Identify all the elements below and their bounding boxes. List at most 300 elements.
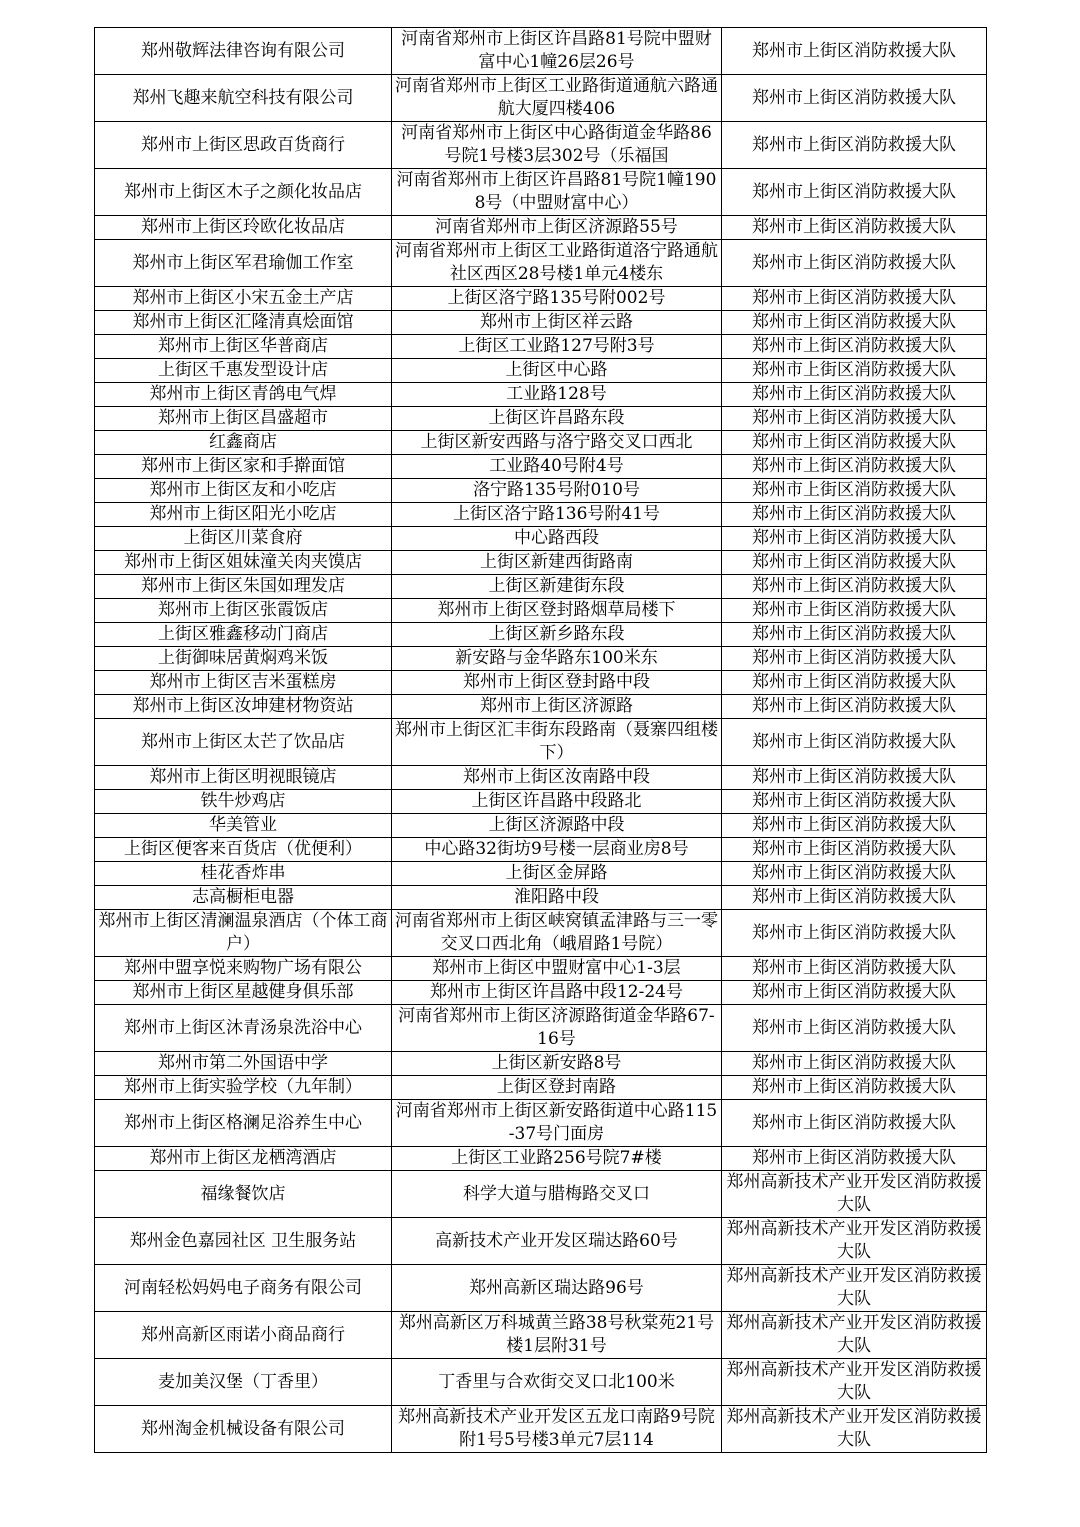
fire-brigade-cell-text: 郑州市上街区消防救援大队 (752, 504, 956, 524)
business-name-cell (95, 169, 392, 216)
fire-brigade-cell (722, 981, 987, 1005)
fire-brigade-cell-text: 郑州市上街区消防救援大队 (752, 480, 956, 500)
business-address-cell-text: 工业路128号 (506, 384, 607, 404)
business-name-cell-text: 郑州市上街区家和手擀面馆 (141, 456, 345, 476)
table-row (95, 575, 987, 599)
business-address-cell (392, 1052, 722, 1076)
business-name-cell (95, 407, 392, 431)
business-address-cell-text: 淮阳路中段 (514, 887, 599, 907)
business-address-cell-text: 河南省郑州市上街区工业路街道洛宁路通航社区西区28号楼1单元4楼东 (395, 241, 718, 284)
business-name-cell-text: 上街区便客来百货店（优便利） (124, 839, 362, 859)
business-address-cell-text: 河南省郑州市上街区工业路街道通航六路通航大厦四楼406 (395, 76, 718, 119)
business-name-cell-text: 郑州市上街区小宋五金土产店 (132, 288, 354, 308)
business-address-cell (392, 1406, 722, 1453)
business-address-cell-text: 上街区新建西街路南 (480, 552, 633, 572)
business-name-cell-text: 郑州市上街区明视眼镜店 (149, 767, 337, 787)
business-name-cell-text: 郑州市上街区玲欧化妆品店 (141, 217, 345, 237)
fire-brigade-cell-text: 郑州高新技术产业开发区消防救援大队 (726, 1266, 982, 1309)
business-name-cell-text: 郑州市上街区清澜温泉酒店（个体工商户） (98, 911, 388, 954)
fire-brigade-cell-text: 郑州市上街区消防救援大队 (752, 1112, 956, 1133)
table-row (95, 527, 987, 551)
business-address-cell-text: 河南省郑州市上街区济源路街道金华路67-16号 (398, 1006, 715, 1049)
business-address-cell (392, 575, 722, 599)
business-name-cell (95, 455, 392, 479)
fire-brigade-cell-text: 郑州市上街区消防救援大队 (752, 863, 956, 883)
table-row (95, 623, 987, 647)
business-name-cell (95, 240, 392, 287)
fire-brigade-cell (722, 1076, 987, 1100)
business-name-cell-text: 福缘餐饮店 (200, 1183, 286, 1204)
business-name-cell-text: 郑州市上街区姐妹潼关肉夹馍店 (124, 552, 362, 572)
business-address-cell (392, 1312, 722, 1359)
business-address-cell-text: 郑州市上街区汇丰街东段路南（聂寨四组楼下） (395, 720, 718, 763)
fire-brigade-cell (722, 623, 987, 647)
table-row (95, 551, 987, 575)
fire-brigade-cell-text: 郑州市上街区消防救援大队 (752, 217, 956, 237)
business-name-cell-text: 麦加美汉堡（丁香里） (158, 1371, 328, 1392)
fire-brigade-cell-text: 郑州高新技术产业开发区消防救援大队 (726, 1360, 982, 1403)
business-address-cell (392, 1171, 722, 1218)
business-name-cell (95, 383, 392, 407)
fire-brigade-cell (722, 886, 987, 910)
fire-brigade-cell (722, 1218, 987, 1265)
business-name-cell (95, 790, 392, 814)
business-address-cell-text: 高新技术产业开发区瑞达路60号 (435, 1230, 678, 1251)
table-row (95, 838, 987, 862)
business-address-cell (392, 981, 722, 1005)
business-address-cell (392, 407, 722, 431)
fire-brigade-cell (722, 1005, 987, 1052)
business-name-cell-text: 郑州市上街区青鸽电气焊 (149, 384, 337, 404)
fire-brigade-cell (722, 719, 987, 766)
business-address-cell (392, 957, 722, 981)
table-row (95, 957, 987, 981)
business-address-cell-text: 河南省郑州市上街区许昌路81号院1幢1908号（中盟财富中心） (396, 170, 717, 213)
fire-brigade-cell (722, 75, 987, 122)
fire-brigade-cell-text: 郑州市上街区消防救援大队 (752, 456, 956, 476)
business-name-cell-text: 郑州市上街区汇隆清真烩面馆 (132, 312, 354, 332)
table-row (95, 1265, 987, 1312)
business-address-cell (392, 216, 722, 240)
business-name-cell (95, 862, 392, 886)
business-name-cell-text: 郑州市上街区木子之颜化妆品店 (124, 181, 362, 202)
fire-brigade-cell-text: 郑州市上街区消防救援大队 (752, 648, 956, 668)
business-address-cell-text: 上街区许昌路东段 (488, 408, 625, 428)
fire-brigade-cell (722, 695, 987, 719)
business-name-cell-text: 桂花香炸串 (200, 863, 286, 883)
fire-brigade-cell (722, 383, 987, 407)
table-row (95, 1312, 987, 1359)
fire-brigade-cell-text: 郑州市上街区消防救援大队 (752, 958, 956, 978)
business-name-cell (95, 28, 392, 75)
business-name-cell (95, 431, 392, 455)
fire-brigade-cell-text: 郑州市上街区消防救援大队 (752, 672, 956, 692)
business-name-cell-text: 郑州市上街实验学校（九年制） (124, 1077, 362, 1097)
fire-brigade-cell-text: 郑州市上街区消防救援大队 (752, 887, 956, 907)
business-name-cell (95, 957, 392, 981)
business-name-cell (95, 623, 392, 647)
fire-brigade-cell-text: 郑州市上街区消防救援大队 (752, 982, 956, 1002)
business-name-cell-text: 郑州市上街区汝坤建材物资站 (132, 696, 354, 716)
business-address-cell (392, 671, 722, 695)
business-address-cell (392, 862, 722, 886)
business-name-cell (95, 1171, 392, 1218)
business-name-cell (95, 503, 392, 527)
table-row (95, 599, 987, 623)
fire-brigade-cell (722, 311, 987, 335)
fire-brigade-cell-text: 郑州市上街区消防救援大队 (752, 791, 956, 811)
business-name-cell (95, 647, 392, 671)
table-row (95, 240, 987, 287)
business-name-cell (95, 981, 392, 1005)
table-row (95, 479, 987, 503)
business-name-cell (95, 1265, 392, 1312)
business-address-cell-text: 郑州市上街区许昌路中段12-24号 (429, 982, 683, 1002)
business-name-cell (95, 75, 392, 122)
fire-brigade-cell-text: 郑州高新技术产业开发区消防救援大队 (726, 1172, 982, 1215)
table-row (95, 28, 987, 75)
business-address-cell (392, 479, 722, 503)
business-address-cell-text: 上街区工业路256号院7#楼 (451, 1148, 662, 1168)
business-name-cell-text: 郑州市第二外国语中学 (158, 1053, 328, 1073)
business-name-cell-text: 郑州敬辉法律咨询有限公司 (141, 40, 345, 61)
table-row (95, 1171, 987, 1218)
business-name-cell-text: 郑州市上街区吉米蛋糕房 (149, 672, 337, 692)
business-name-cell-text: 郑州市上街区龙栖湾酒店 (149, 1148, 337, 1168)
table-row (95, 287, 987, 311)
business-address-cell-text: 郑州市上街区济源路 (480, 696, 633, 716)
business-address-cell (392, 455, 722, 479)
business-name-cell-text: 河南轻松妈妈电子商务有限公司 (124, 1277, 362, 1298)
business-address-cell-text: 河南省郑州市上街区新安路街道中心路115-37号门面房 (395, 1101, 718, 1144)
table-row (95, 503, 987, 527)
fire-brigade-cell-text: 郑州市上街区消防救援大队 (752, 432, 956, 452)
business-name-cell-text: 郑州淘金机械设备有限公司 (141, 1418, 345, 1439)
fire-brigade-cell (722, 790, 987, 814)
business-name-cell-text: 上街区川菜食府 (183, 528, 303, 548)
business-name-cell (95, 719, 392, 766)
table-body (95, 28, 987, 1453)
fire-brigade-cell (722, 479, 987, 503)
table-row (95, 862, 987, 886)
business-address-cell-text: 河南省郑州市上街区中心路街道金华路86号院1号楼3层302号（乐福国 (401, 123, 712, 166)
business-address-cell (392, 1076, 722, 1100)
business-name-cell-text: 郑州市上街区思政百货商行 (141, 134, 345, 155)
table-row (95, 671, 987, 695)
business-address-cell (392, 814, 722, 838)
fire-brigade-cell-text: 郑州市上街区消防救援大队 (752, 1077, 956, 1097)
business-name-cell-text: 郑州市上街区华普商店 (158, 336, 328, 356)
business-address-cell (392, 1147, 722, 1171)
fire-brigade-cell (722, 359, 987, 383)
fire-brigade-cell (722, 1147, 987, 1171)
business-name-cell-text: 华美管业 (209, 815, 277, 835)
table-row (95, 790, 987, 814)
business-name-cell-text: 志高橱柜电器 (192, 887, 294, 907)
business-name-cell-text: 郑州市上街区太芒了饮品店 (141, 731, 345, 752)
business-name-cell-text: 郑州市上街区军君瑜伽工作室 (132, 252, 354, 273)
business-name-cell (95, 216, 392, 240)
business-address-cell (392, 647, 722, 671)
fire-brigade-cell-text: 郑州市上街区消防救援大队 (752, 252, 956, 273)
fire-brigade-cell (722, 957, 987, 981)
fire-brigade-cell (722, 910, 987, 957)
business-name-cell-text: 郑州金色嘉园社区 卫生服务站 (129, 1230, 357, 1251)
fire-brigade-cell-text: 郑州市上街区消防救援大队 (752, 528, 956, 548)
business-address-cell (392, 1005, 722, 1052)
business-name-cell (95, 1312, 392, 1359)
fire-brigade-cell (722, 287, 987, 311)
business-name-cell-text: 红鑫商店 (209, 432, 277, 452)
table-row (95, 169, 987, 216)
table-row (95, 1005, 987, 1052)
business-name-cell (95, 335, 392, 359)
business-address-cell (392, 886, 722, 910)
business-address-cell-text: 郑州市上街区中盟财富中心1-3层 (432, 958, 681, 978)
business-address-cell-text: 河南省郑州市上街区峡窝镇孟津路与三一零交叉口西北角（峨眉路1号院） (395, 911, 718, 954)
business-name-cell (95, 287, 392, 311)
business-address-cell-text: 上街区新乡路东段 (488, 624, 625, 644)
business-name-cell-text: 郑州市上街区阳光小吃店 (149, 504, 337, 524)
fire-brigade-cell-text: 郑州市上街区消防救援大队 (752, 181, 956, 202)
business-name-cell-text: 郑州市上街区格澜足浴养生中心 (124, 1112, 362, 1133)
fire-brigade-cell (722, 599, 987, 623)
business-name-cell (95, 551, 392, 575)
business-address-cell (392, 551, 722, 575)
fire-brigade-cell (722, 862, 987, 886)
table-row (95, 814, 987, 838)
fire-brigade-cell-text: 郑州高新技术产业开发区消防救援大队 (726, 1219, 982, 1262)
business-address-cell (392, 28, 722, 75)
business-address-cell (392, 1100, 722, 1147)
business-address-cell (392, 1359, 722, 1406)
business-address-cell-text: 上街区新安西路与洛宁路交叉口西北 (420, 432, 693, 452)
fire-brigade-cell (722, 1171, 987, 1218)
business-name-cell (95, 1052, 392, 1076)
business-name-cell (95, 479, 392, 503)
fire-brigade-cell-text: 郑州市上街区消防救援大队 (752, 600, 956, 620)
business-name-cell (95, 886, 392, 910)
fire-brigade-cell (722, 1359, 987, 1406)
fire-brigade-cell (722, 1406, 987, 1453)
table-row (95, 359, 987, 383)
fire-brigade-cell-text: 郑州市上街区消防救援大队 (752, 1148, 956, 1168)
business-address-cell-text: 丁香里与合欢街交叉口北100米 (438, 1371, 675, 1392)
business-address-cell (392, 359, 722, 383)
business-name-cell-text: 郑州中盟享悦来购物广场有限公 (124, 958, 362, 978)
fire-brigade-cell-text: 郑州高新技术产业开发区消防救援大队 (726, 1313, 982, 1356)
fire-brigade-cell (722, 766, 987, 790)
fire-brigade-cell (722, 575, 987, 599)
business-name-cell-text: 郑州市上街区友和小吃店 (149, 480, 337, 500)
fire-brigade-cell (722, 240, 987, 287)
fire-brigade-cell (722, 122, 987, 169)
business-address-cell-text: 新安路与金华路东100米东 (455, 648, 658, 668)
table-row (95, 1359, 987, 1406)
table-row (95, 766, 987, 790)
business-name-cell (95, 1005, 392, 1052)
fire-brigade-cell (722, 1100, 987, 1147)
fire-brigade-cell-text: 郑州市上街区消防救援大队 (752, 360, 956, 380)
business-address-cell (392, 311, 722, 335)
business-address-cell-text: 上街区许昌路中段路北 (471, 791, 642, 811)
business-address-cell-text: 上街区洛宁路136号附41号 (452, 504, 661, 524)
business-address-cell-text: 郑州高新区瑞达路96号 (469, 1277, 644, 1298)
business-name-cell (95, 122, 392, 169)
fire-brigade-cell-text: 郑州市上街区消防救援大队 (752, 384, 956, 404)
fire-brigade-cell-text: 郑州市上街区消防救援大队 (752, 288, 956, 308)
business-fire-brigade-table (94, 27, 987, 1453)
fire-brigade-cell (722, 431, 987, 455)
table-row (95, 695, 987, 719)
fire-brigade-cell (722, 407, 987, 431)
fire-brigade-cell-text: 郑州市上街区消防救援大队 (752, 731, 956, 752)
business-address-cell (392, 335, 722, 359)
table-row (95, 647, 987, 671)
business-address-cell-text: 上街区工业路127号附3号 (458, 336, 655, 356)
business-address-cell (392, 503, 722, 527)
table-row (95, 1218, 987, 1265)
business-address-cell (392, 1265, 722, 1312)
fire-brigade-cell (722, 216, 987, 240)
business-address-cell (392, 1218, 722, 1265)
business-address-cell-text: 郑州市上街区登封路烟草局楼下 (437, 600, 676, 620)
business-address-cell-text: 上街区济源路中段 (488, 815, 625, 835)
fire-brigade-cell-text: 郑州市上街区消防救援大队 (752, 1053, 956, 1073)
business-address-cell (392, 766, 722, 790)
business-address-cell-text: 中心路32街坊9号楼一层商业房8号 (424, 839, 689, 859)
fire-brigade-cell (722, 814, 987, 838)
business-address-cell-text: 科学大道与腊梅路交叉口 (463, 1183, 650, 1204)
fire-brigade-cell (722, 169, 987, 216)
business-name-cell (95, 359, 392, 383)
table-row (95, 407, 987, 431)
business-name-cell (95, 311, 392, 335)
business-name-cell (95, 575, 392, 599)
business-address-cell-text: 河南省郑州市上街区许昌路81号院中盟财富中心1幢26层26号 (401, 29, 712, 72)
fire-brigade-cell-text: 郑州市上街区消防救援大队 (752, 576, 956, 596)
business-name-cell-text: 上街区雅鑫移动门商店 (158, 624, 328, 644)
business-address-cell (392, 910, 722, 957)
business-name-cell (95, 1100, 392, 1147)
table-row (95, 1052, 987, 1076)
business-name-cell-text: 郑州市上街区昌盛超市 (158, 408, 328, 428)
table-row (95, 1147, 987, 1171)
business-name-cell-text: 郑州市上街区张霞饭店 (158, 600, 328, 620)
fire-brigade-cell (722, 28, 987, 75)
business-address-cell (392, 695, 722, 719)
business-name-cell (95, 1406, 392, 1453)
fire-brigade-cell-text: 郑州市上街区消防救援大队 (752, 767, 956, 787)
business-name-cell (95, 695, 392, 719)
business-address-cell-text: 郑州市上街区登封路中段 (463, 672, 650, 692)
business-address-cell-text: 河南省郑州市上街区济源路55号 (435, 217, 678, 237)
fire-brigade-cell (722, 1265, 987, 1312)
business-name-cell-text: 郑州市上街区朱国如理发店 (141, 576, 345, 596)
business-address-cell-text: 上街区洛宁路135号附002号 (447, 288, 666, 308)
table-row (95, 335, 987, 359)
business-name-cell-text: 上街区千惠发型设计店 (158, 360, 328, 380)
fire-brigade-cell (722, 838, 987, 862)
business-address-cell-text: 工业路40号附4号 (489, 456, 624, 476)
business-name-cell (95, 814, 392, 838)
business-name-cell (95, 838, 392, 862)
business-address-cell (392, 122, 722, 169)
business-address-cell (392, 790, 722, 814)
business-name-cell (95, 1147, 392, 1171)
business-address-cell-text: 郑州高新技术产业开发区五龙口南路9号院附1号5号楼3单元7层114 (398, 1407, 715, 1450)
business-name-cell (95, 766, 392, 790)
fire-brigade-cell-text: 郑州市上街区消防救援大队 (752, 815, 956, 835)
table-row (95, 910, 987, 957)
fire-brigade-cell-text: 郑州市上街区消防救援大队 (752, 312, 956, 332)
table-row (95, 719, 987, 766)
business-name-cell (95, 527, 392, 551)
business-name-cell (95, 910, 392, 957)
table-row (95, 1100, 987, 1147)
fire-brigade-cell-text: 郑州高新技术产业开发区消防救援大队 (726, 1407, 982, 1450)
table-row (95, 383, 987, 407)
table-row (95, 311, 987, 335)
business-address-cell-text: 上街区新安路8号 (491, 1053, 622, 1073)
fire-brigade-cell (722, 455, 987, 479)
fire-brigade-cell (722, 335, 987, 359)
table-row (95, 431, 987, 455)
fire-brigade-cell-text: 郑州市上街区消防救援大队 (752, 40, 956, 61)
business-address-cell (392, 599, 722, 623)
business-address-cell-text: 上街区中心路 (505, 360, 608, 380)
business-address-cell-text: 上街区新建街东段 (488, 576, 625, 596)
fire-brigade-cell (722, 503, 987, 527)
fire-brigade-cell-text: 郑州市上街区消防救援大队 (752, 552, 956, 572)
business-address-cell (392, 623, 722, 647)
business-name-cell-text: 郑州飞趣来航空科技有限公司 (132, 87, 354, 108)
fire-brigade-cell-text: 郑州市上街区消防救援大队 (752, 839, 956, 859)
business-address-cell-text: 郑州高新区万科城黄兰路38号秋棠苑21号楼1层附31号 (398, 1313, 715, 1356)
fire-brigade-cell (722, 1052, 987, 1076)
business-name-cell (95, 671, 392, 695)
table-row (95, 1076, 987, 1100)
fire-brigade-cell-text: 郑州市上街区消防救援大队 (752, 696, 956, 716)
business-address-cell-text: 上街区金屏路 (505, 863, 608, 883)
fire-brigade-cell-text: 郑州市上街区消防救援大队 (752, 408, 956, 428)
business-address-cell-text: 上街区登封南路 (497, 1077, 616, 1097)
table-row (95, 455, 987, 479)
fire-brigade-cell-text: 郑州市上街区消防救援大队 (752, 87, 956, 108)
business-address-cell (392, 527, 722, 551)
business-name-cell-text: 郑州高新区雨诺小商品商行 (141, 1324, 345, 1345)
table-row (95, 981, 987, 1005)
fire-brigade-cell (722, 527, 987, 551)
business-address-cell (392, 75, 722, 122)
fire-brigade-cell (722, 1312, 987, 1359)
business-address-cell (392, 240, 722, 287)
business-name-cell (95, 1359, 392, 1406)
business-address-cell (392, 287, 722, 311)
fire-brigade-cell-text: 郑州市上街区消防救援大队 (752, 624, 956, 644)
business-address-cell-text: 郑州市上街区汝南路中段 (463, 767, 650, 787)
business-address-cell (392, 719, 722, 766)
business-address-cell (392, 383, 722, 407)
fire-brigade-cell-text: 郑州市上街区消防救援大队 (752, 1017, 956, 1038)
business-address-cell (392, 169, 722, 216)
table-row (95, 122, 987, 169)
table-row (95, 886, 987, 910)
fire-brigade-cell-text: 郑州市上街区消防救援大队 (752, 134, 956, 155)
business-address-cell-text: 郑州市上街区祥云路 (480, 312, 633, 332)
business-address-cell (392, 838, 722, 862)
fire-brigade-cell-text: 郑州市上街区消防救援大队 (752, 336, 956, 356)
